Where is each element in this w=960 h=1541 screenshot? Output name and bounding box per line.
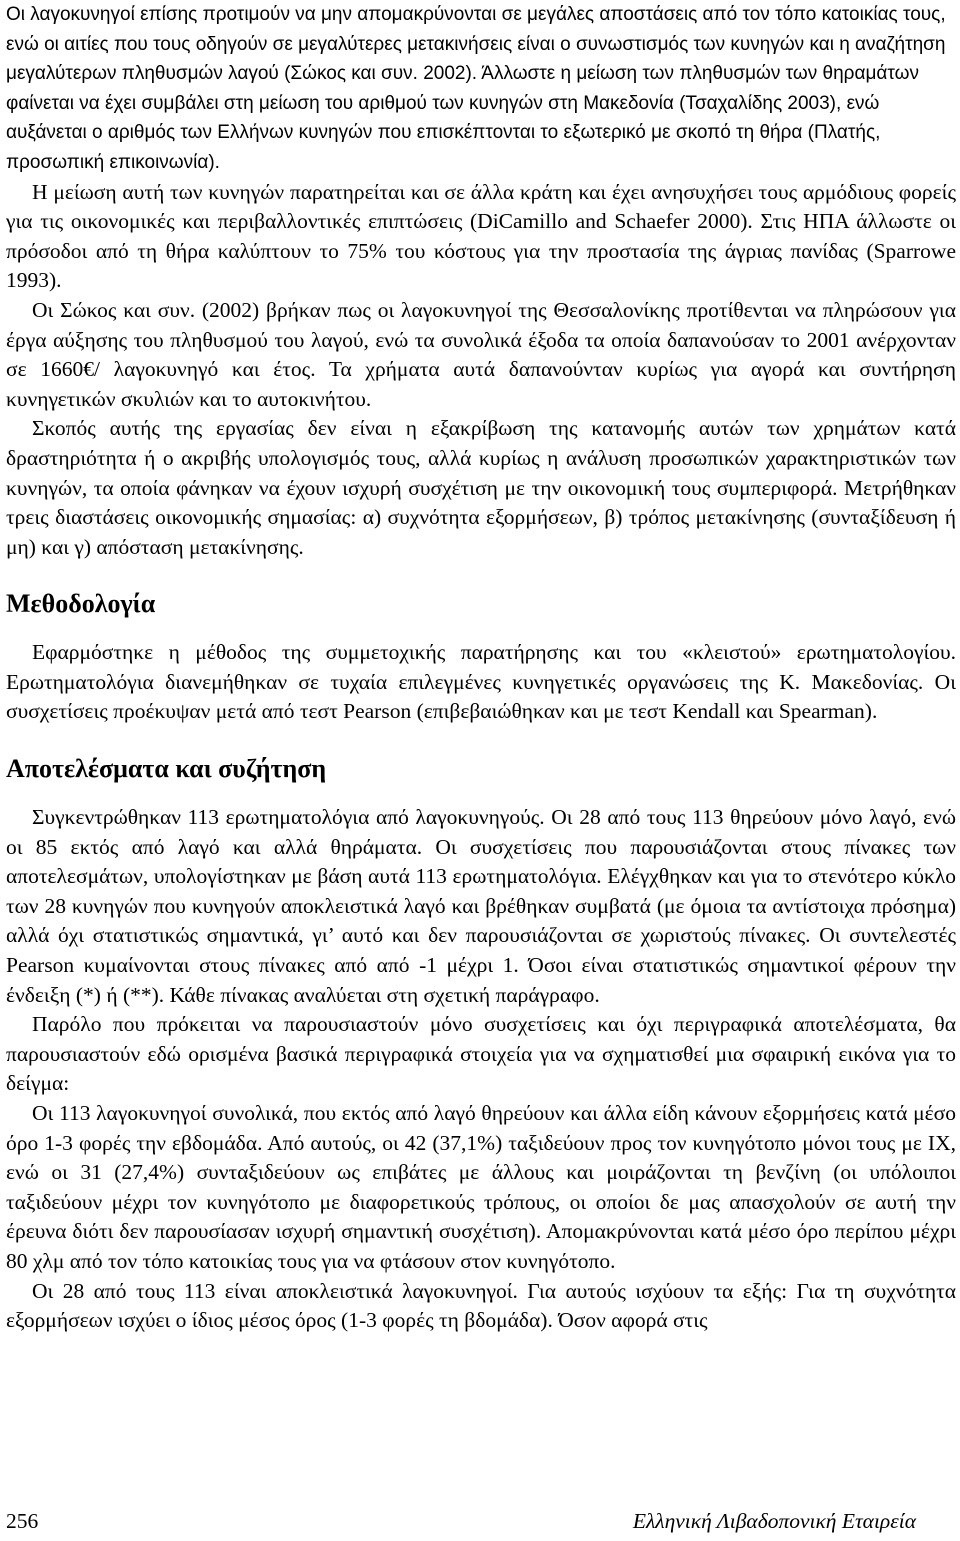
paragraph-1: Οι λαγοκυνηγοί επίσης προτιμούν να μην απομακρύνονται σε μεγάλες αποστάσεις από τον τόπο κατοικίας τους, ενώ οι αιτίες που τους οδηγούν σε μεγαλύτερες μετακινήσεις είναι ο συνωστισμός των κυνηγών και η αναζήτηση μεγαλύτερων πληθυσμών λαγού (Σώκος και συν. 2002). Άλλωστε η μείωση των πληθυσμών των θηραμάτων φαίνεται να έχει συμβάλει στη μείωση του αριθμού των κυνηγών στη Μακεδονία (Τσαχαλίδης 2003), ενώ αυξάνεται ο αριθμός των Ελλήνων κυνηγών που επισκέπτονται το εξωτερικό με σκοπό τη θήρα (Πλατής, προσωπική επικοινωνία). <box>6 4 946 173</box>
paragraph-2: Η μείωση αυτή των κυνηγών παρατηρείται και σε άλλα κράτη και έχει ανησυχήσει τους αρμόδιους φορείς για τις οικονομικές και περιβαλλοντικές επιπτώσεις (DiCamillo and Schaefer 2000). Στις ΗΠΑ άλλωστε οι πρόσοδοι από τη θήρα καλύπτουν το 75% του κόστους για την προστασία της άγριας πανίδας (Sparrowe 1993). <box>6 179 956 293</box>
journal-name: Ελληνική Λιβαδοπονική Εταιρεία <box>632 1509 916 1533</box>
paragraph-9: Οι 28 από τους 113 είναι αποκλειστικά λαγοκυνηγοί. Για αυτούς ισχύουν τα εξής: Για τη συχνότητα εξορμήσεων ισχύει ο ίδιος μέσος όρος (1-3 φορές τη βδομάδα). Όσον αφορά στις <box>6 1278 956 1333</box>
paragraph-3: Οι Σώκος και συν. (2002) βρήκαν πως οι λαγοκυνηγοί της Θεσσαλονίκης προτίθενται να πληρώσουν για έργα αύξησης του πληθυσμού του λαγού, ενώ τα συνολικά έξοδα τα οποία δαπανούσαν το 2001 ανέρχονταν σε 1660€/ λαγοκυνηγό και έτος. Τα χρήματα αυτά δαπανούνταν κυρίως για αγορά και συντήρηση κυνηγετικών σκυλιών και το αυτοκινήτου. <box>6 297 956 411</box>
page-number: 256 <box>6 1509 39 1533</box>
paragraph-7: Παρόλο που πρόκειται να παρουσιαστούν μόνο συσχετίσεις και όχι περιγραφικά αποτελέσματα, θα παρουσιαστούν εδώ ορισμένα βασικά περιγραφικά στοιχεία για να σχηματισθεί μια σφαιρική εικόνα για το δείγμα: <box>6 1012 956 1096</box>
section-heading-methodology: Μεθοδολογία <box>6 589 156 619</box>
paragraph-4: Σκοπός αυτής της εργασίας δεν είναι η εξακρίβωση της κατανομής αυτών των χρημάτων κατά δραστηριότητα ή ο ακριβής υπολογισμός τους, αλλά κυρίως η ανάλυση προσωπικών χαρακτηριστικών των κυνηγών, τα οποία φάνηκαν να έχουν ισχυρή συσχέτιση με την οικονομική τους συμπεριφορά. Μετρήθηκαν τρεις διαστάσεις οικονομικής σημασίας: α) συχνότητα εξορμήσεων, β) τρόπος μετακίνησης (συνταξίδευση ή μη) και γ) απόσταση μετακίνησης. <box>6 416 956 559</box>
paragraph-5: Εφαρμόστηκε η μέθοδος της συμμετοχικής παρατήρησης και του «κλειστού» ερωτηματολογίου. Ερωτηματολόγια διανεμήθηκαν σε τυχαία επιλεγμένες κυνηγετικές οργανώσεις της Κ. Μακεδονίας. Οι συσχετίσεις προέκυψαν μετά από τεστ Pearson (επιβεβαιώθηκαν και με τεστ Kendall και Spearman). <box>6 640 956 724</box>
body-text <box>6 0 956 1336</box>
paragraph-8: Οι 113 λαγοκυνηγοί συνολικά, που εκτός από λαγό θηρεύουν και άλλα είδη κάνουν εξορμήσεις κατά μέσο όρο 1-3 φορές την εβδομάδα. Από αυτούς, οι 42 (37,1%) ταξιδεύουν προς τον κυνηγότοπο μόνοι τους με ΙΧ, ενώ οι 31 (27,4%) συνταξιδεύουν ως επιβάτες με άλλους και μοιράζονται τη βενζίνη (οι υπόλοιποι ταξιδεύουν μέχρι τον κυνηγότοπο με διαφορετικούς τρόπους, οι οποίοι δε μας απασχολούν σε αυτή την έρευνα διότι δεν παρουσίασαν ισχυρή σημαντική συσχέτιση). Απομακρύνονται κατά μέσο όρο περίπου μέχρι 80 χλμ από τον τόπο κατοικίας τους για να φτάσουν στον κυνηγότοπο. <box>6 1101 956 1273</box>
page-footer <box>6 1506 916 1536</box>
paragraph-6: Συγκεντρώθηκαν 113 ερωτηματολόγια από λαγοκυνηγούς. Οι 28 από τους 113 θηρεύουν μόνο λαγό, ενώ οι 85 εκτός από λαγό και αλλά θηράματα. Οι συσχετίσεις που παρουσιάζονται στους πίνακες των αποτελεσμάτων, υπολογίστηκαν με βάση αυτά 113 ερωτηματολόγια. Ελέγχθηκαν και για το στενότερο κύκλο των 28 κυνηγών που κυνηγούν αποκλειστικά λαγό και βρέθηκαν συμβατά (με όμοια τα αντίστοιχα πρόσημα) αλλά όχι στατιστικώς σημαντικά, γι’ αυτό και δεν παρουσιάζονται σε χωριστούς πίνακες. Οι συντελεστές Pearson κυμαίνονται στους πίνακες από από -1 μέχρι 1. Όσοι είναι στατιστικώς σημαντικοί φέρουν την ένδειξη (*) ή (**). Κάθε πίνακας αναλύεται στη σχετική παράγραφο. <box>6 805 956 1007</box>
section-heading-results: Αποτελέσματα και συζήτηση <box>6 754 327 784</box>
